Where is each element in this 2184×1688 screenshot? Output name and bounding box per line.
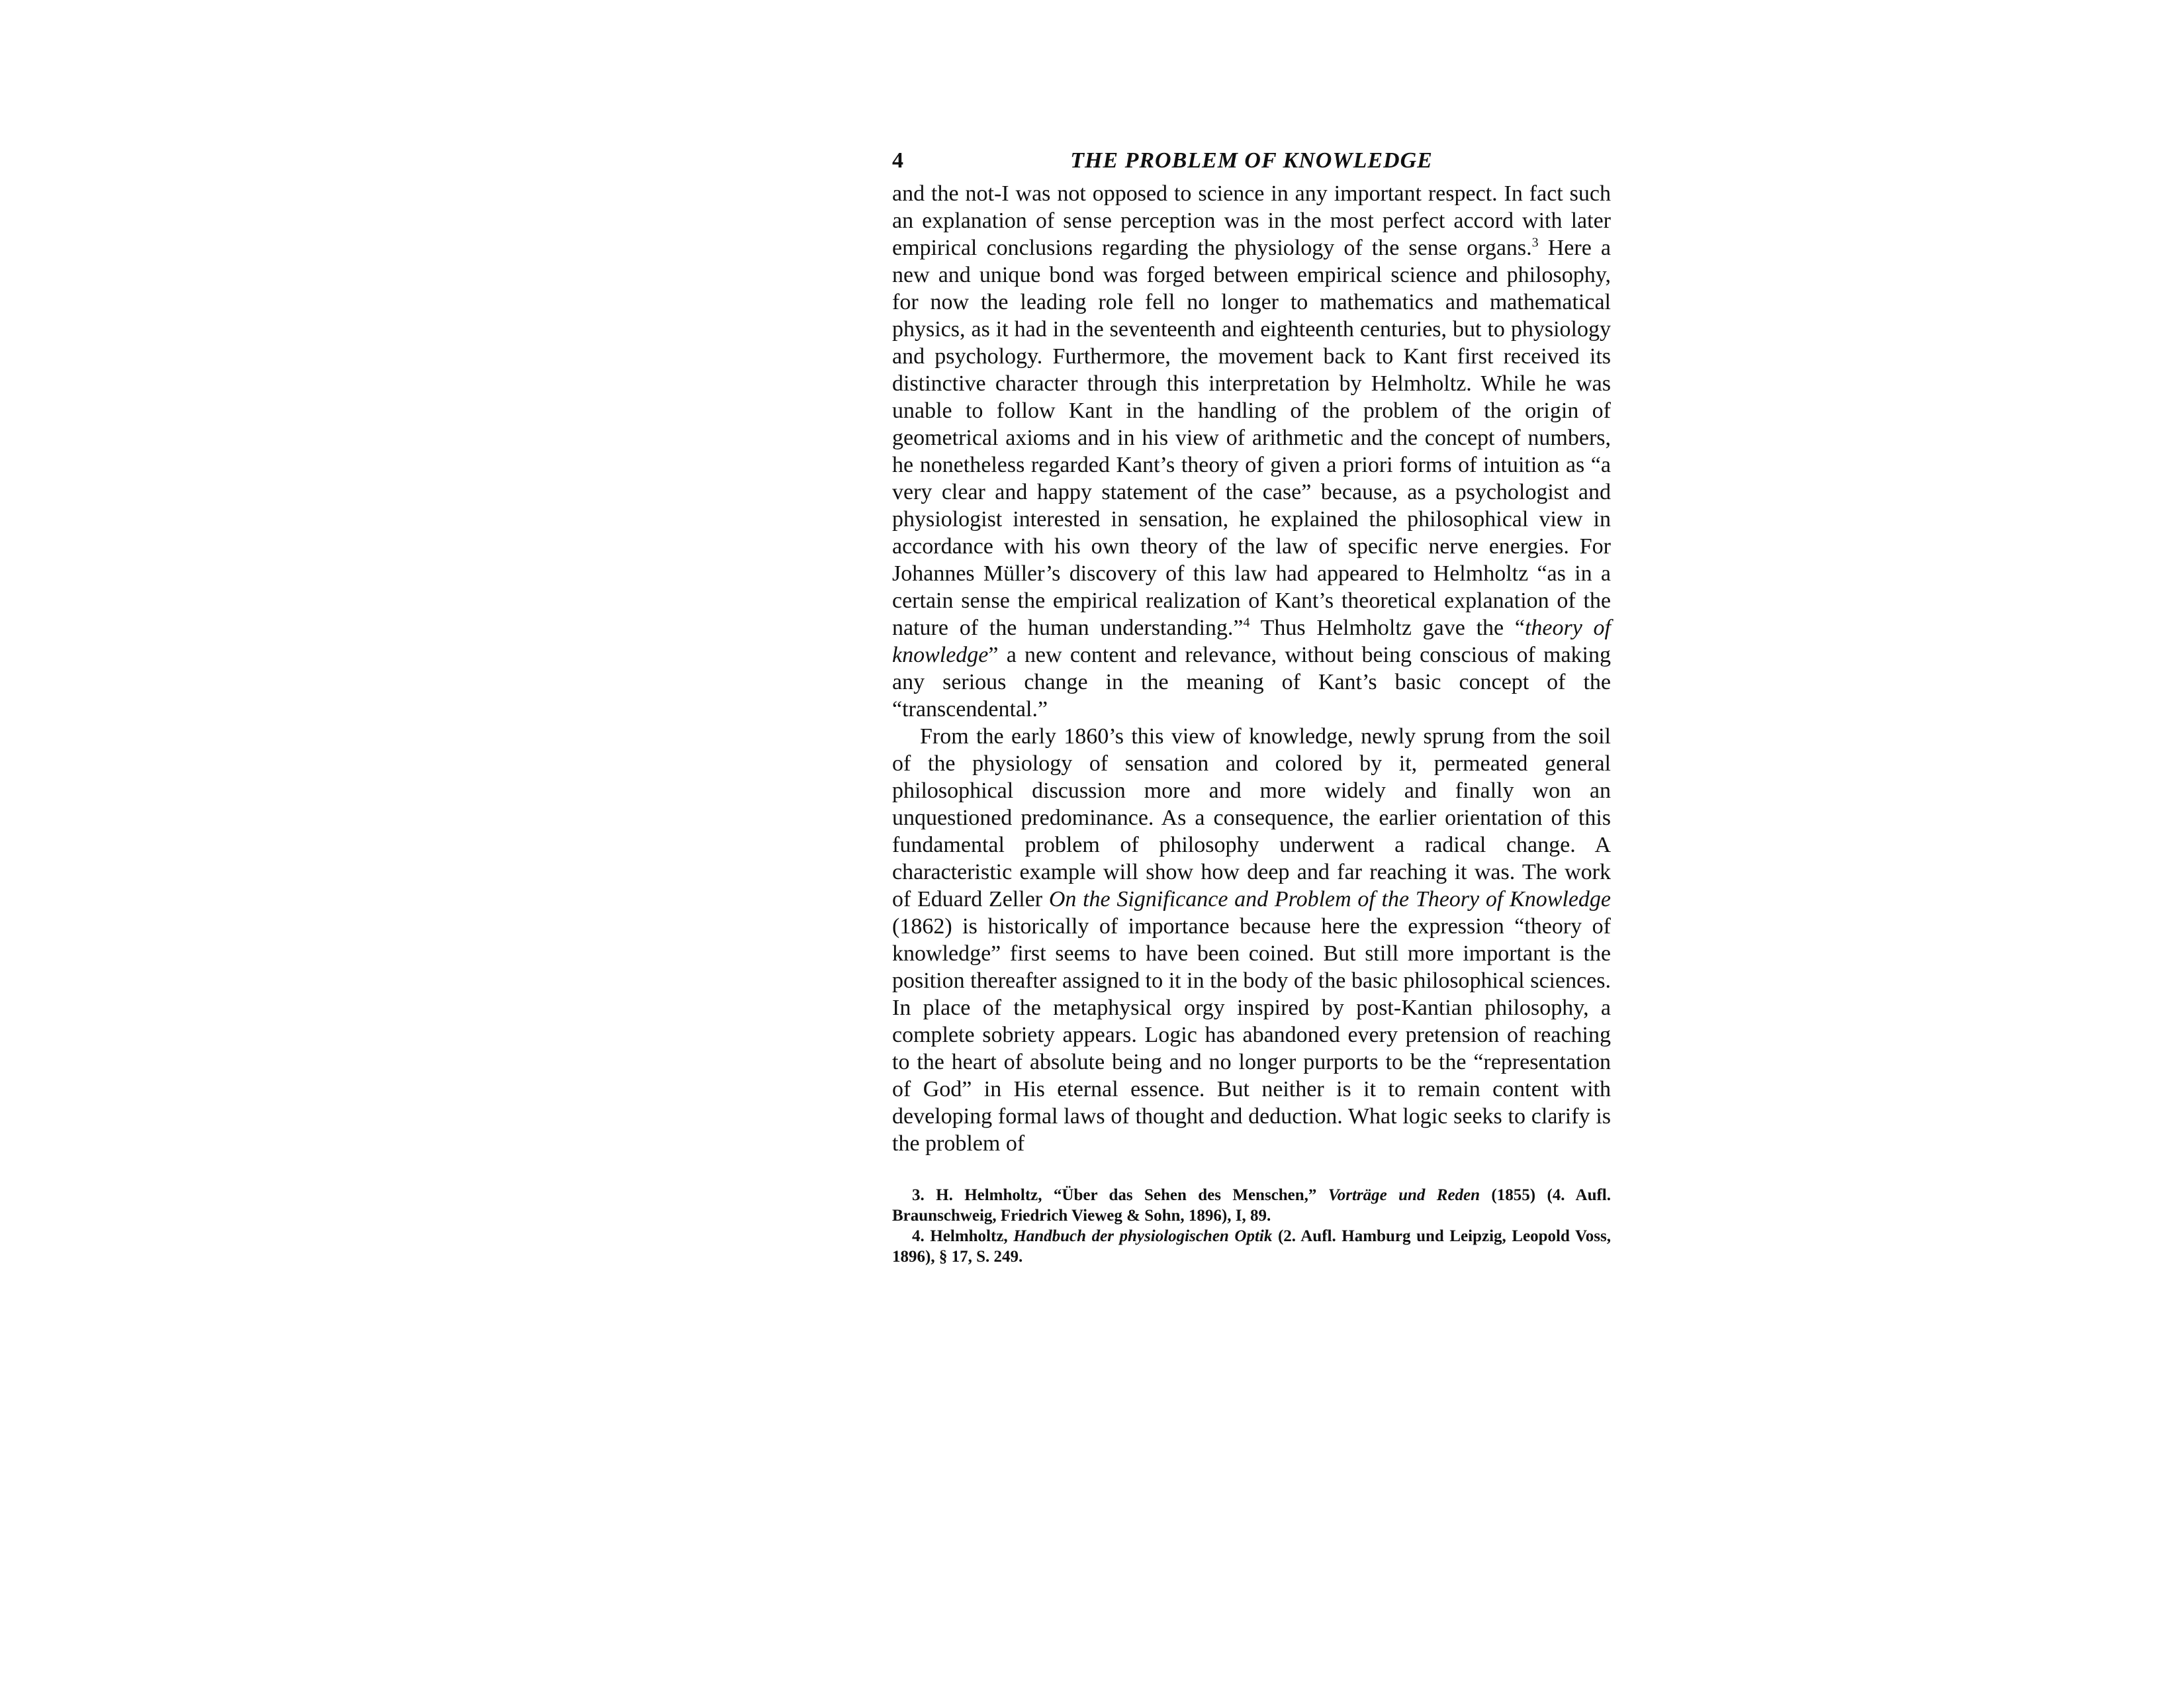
paragraph-2-italic-title: On the Significance and Problem of the Theory of Knowledge (1048, 887, 1611, 912)
footnote-3-italic-title: Vorträge und Reden (1328, 1186, 1480, 1204)
paragraph-2-text-b: (1862) is historically of importance because here the expression “theory of knowledge” first seems to have been coined. But still more important is the position thereafter assigned to it in the body of the basic philosophical sciences. In place of the metaphysical orgy inspired by post-Kantian philosophy, a complete sobriety appears. Logic has abandoned every pretension of reaching to the heart of absolute being and no longer purports to be the “representation of God” in His eternal essence. But neither is it to remain content with developing formal laws of thought and deduction. What logic seeks to clarify is the problem of (892, 914, 1611, 1156)
book-page (892, 142, 1611, 1267)
footnote-4-text-b: (2. Aufl. Hamburg und Leipzig, Leopold Voss, 1896), § 17, S. 249. (892, 1227, 1611, 1266)
footnote-3 (892, 1185, 1611, 1226)
footnote-3-text-a: 3. H. Helmholtz, “Über das Sehen des Menschen,” (912, 1186, 1328, 1204)
paragraph-1-text-a: and the not-I was not opposed to science in any important respect. In fact such an explanation of sense perception was in the most perfect accord with later empirical conclusions regarding the physiology of the sense organs. (892, 181, 1611, 260)
paragraph-1-text-b: Here a new and unique bond was forged between empirical science and philosophy, for now the leading role fell no longer to mathematics and mathematical physics, as it had in the seventeenth and eighteenth centuries, but to physiology and psychology. Furthermore, the movement back to Kant first received its distinctive character through this interpretation by Helmholtz. While he was unable to follow Kant in the handling of the problem of the origin of geometrical axioms and in his view of arithmetic and the concept of numbers, he nonetheless regarded Kant’s theory of given a priori forms of intuition as “a very clear and happy statement of the case” because, as a psychologist and physiologist interested in sensation, he explained the philosophical view in accordance with his own theory of the law of specific nerve energies. For Johannes Müller’s discovery of this law had appeared to Helmholtz “as in a certain sense the empirical realization of Kant’s theoretical explanation of the nature of the human understanding.” (892, 236, 1611, 640)
footnote-ref-4: 4 (1243, 615, 1250, 630)
page-number: 4 (892, 148, 903, 173)
paragraph-2 (892, 723, 1611, 1157)
paragraph-1 (892, 180, 1611, 723)
running-head (892, 142, 1611, 180)
paragraph-1-text-c: Thus Helmholtz gave the “ (1250, 616, 1525, 640)
paragraph-1-text-d: ” a new content and relevance, without being conscious of making any serious change in the meaning of Kant’s basic concept of the “transcendental.” (892, 643, 1611, 722)
body-text (892, 180, 1611, 1157)
footnote-ref-3: 3 (1531, 235, 1539, 250)
paragraph-2-text-a: From the early 1860’s this view of knowledge, newly sprung from the soil of the physiology of sensation and colored by it, permeated general philosophical discussion more and more widely and finally won an unquestioned predominance. As a consequence, the earlier orientation of this fundamental problem of philosophy underwent a radical change. A characteristic example will show how deep and far reaching it was. The work of Eduard Zeller (892, 724, 1611, 912)
footnote-4-text-a: 4. Helmholtz, (912, 1227, 1014, 1245)
footnote-3-text-b: (1855) (4. Aufl. Braunschweig, Friedrich Vieweg & Sohn, 1896), I, 89. (892, 1186, 1611, 1225)
footnotes (892, 1185, 1611, 1267)
footnote-4 (892, 1226, 1611, 1267)
footnote-4-italic-title: Handbuch der physiologischen Optik (1013, 1227, 1273, 1245)
paragraph-1-italic-term: theory of knowledge (892, 616, 1611, 667)
running-title: THE PROBLEM OF KNOWLEDGE (1070, 148, 1433, 173)
